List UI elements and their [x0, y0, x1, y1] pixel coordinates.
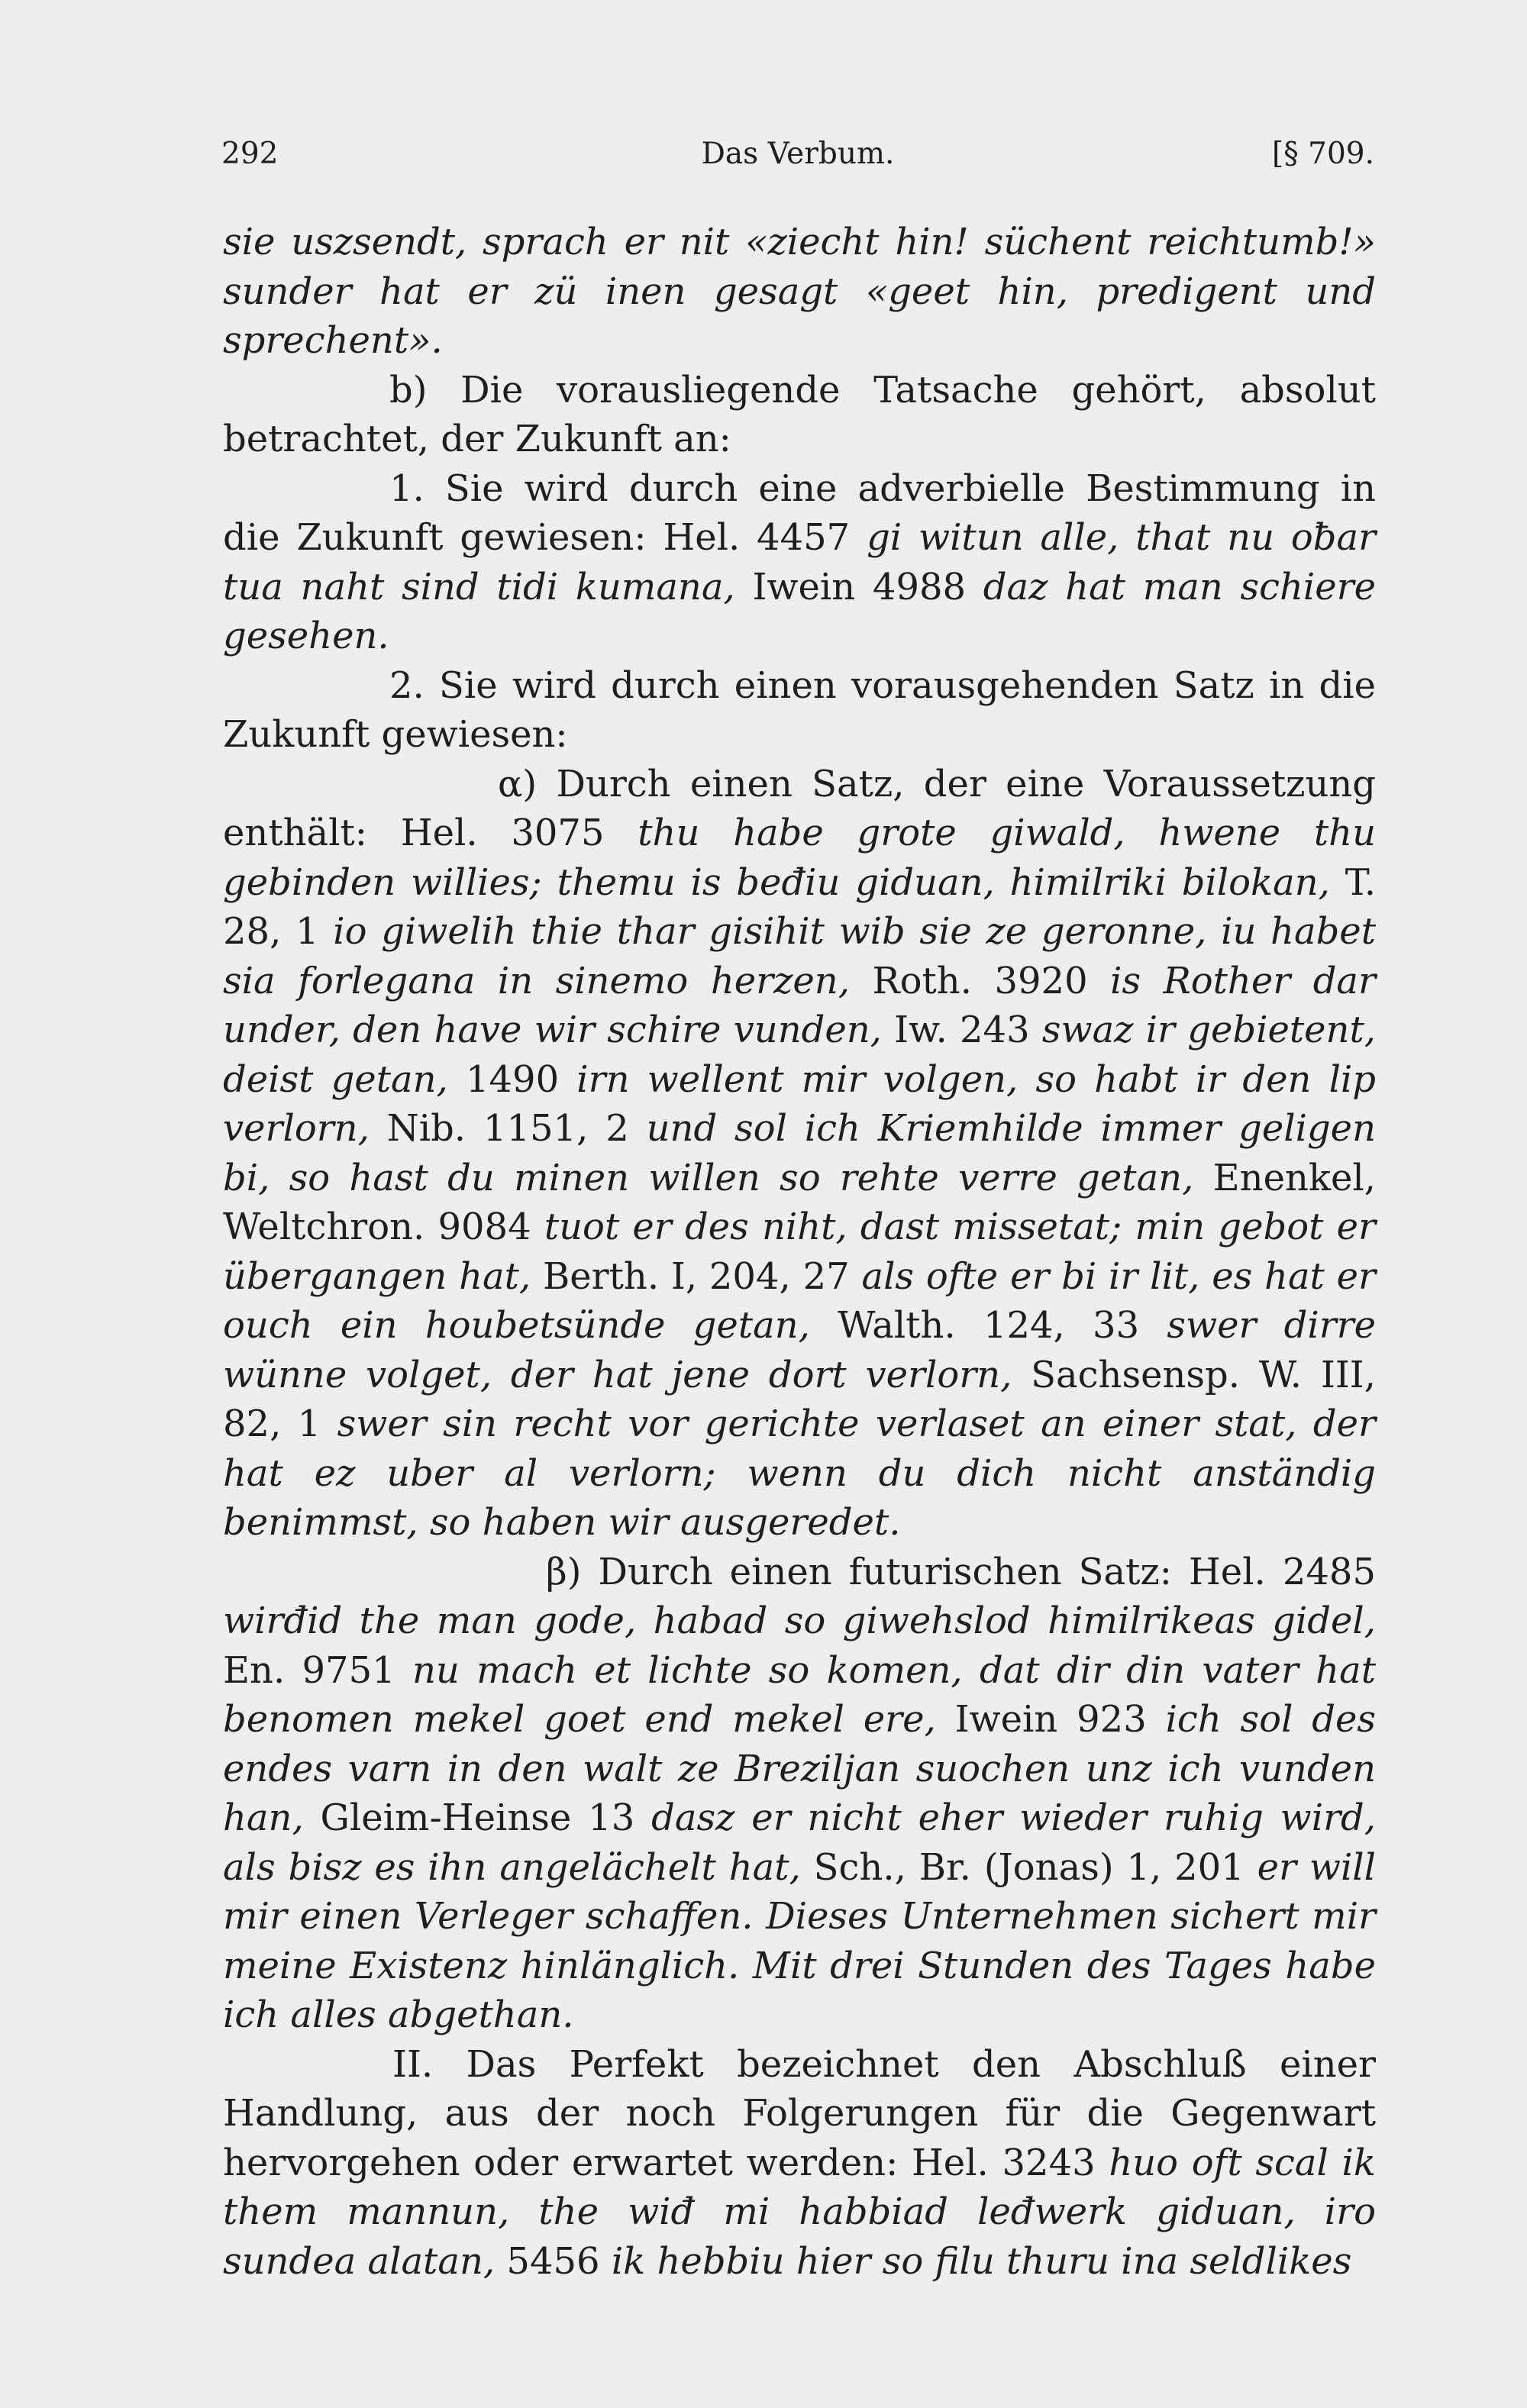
running-text: Berth. I, 204, 27 — [531, 1254, 862, 1298]
running-text: Iw. 243 — [881, 1009, 1042, 1051]
paragraph-p4 — [223, 760, 1376, 1548]
running-text: Iwein 4988 — [734, 565, 983, 608]
quotation-text: wirđid the man gode, habad so giwehslod himilrikeas gidel, — [223, 1599, 1376, 1642]
quotation-text: io giwelih thie thar gisihit wib sie ze geronne, iu habet sia forlegana in sinemo herzen, — [223, 910, 1377, 1002]
running-text: 2. Sie wird durch einen vorausgehenden Satz in die Zukunft gewiesen: — [223, 663, 1376, 756]
paragraph-p1 — [223, 366, 1376, 464]
running-text: α) Durch einen Satz, der eine Voraussetzung enthält: Hel. 3075 — [223, 762, 1376, 854]
quotation-text: irn wellent mir volgen, so habt ir den lip verlorn, — [223, 1057, 1377, 1150]
quotation-text: nu mach et lichte so komen, dat dir din vater hat benomen mekel goet end mekel ere, — [223, 1648, 1376, 1741]
running-text: Enenkel, Weltchron. 9084 — [223, 1156, 1376, 1248]
paragraph-p2 — [223, 464, 1376, 661]
running-header — [221, 131, 1374, 177]
running-text: Sachsensp. W. III, 82, 1 — [223, 1353, 1377, 1445]
running-text: β) Durch einen futurischen Satz: Hel. 2485 — [546, 1550, 1376, 1593]
quotation-text: is Rother dar under, den have wir schire vunden, — [223, 959, 1376, 1051]
quotation-text: swaz ir gebietent, deist getan, — [223, 1009, 1377, 1101]
quotation-text: tuot er des niht, dast missetat; min gebot er übergangen hat, — [223, 1206, 1377, 1298]
quotation-text: huo oft scal ik them mannun, the wiđ mi habbiad leđwerk giduan, iro sundea alatan, — [223, 2141, 1376, 2283]
quotation-text: und sol ich Kriemhilde immer geligen bi, so hast du minen willen so rehte verre getan, — [223, 1107, 1376, 1199]
running-text: Walth. 124, 33 — [809, 1304, 1167, 1347]
quotation-text: gi witun alle, that nu oƀar tua naht sind tidi kumana, — [223, 516, 1377, 608]
running-text: Sch., Br. (Jonas) 1, 201 — [800, 1845, 1257, 1889]
quotation-text: thu habe grote giwald, hwene thu gebinden willies; themu is beđiu giduan, himilriki bilokan, — [223, 812, 1376, 904]
running-text: Gleim-Heinse 13 — [303, 1796, 652, 1839]
body-text — [223, 218, 1376, 2286]
running-text: Nib. 1151, 2 — [369, 1107, 647, 1150]
quotation-text: dasz er nicht eher wieder ruhig wird, als bisz es ihn angelächelt hat, — [223, 1796, 1377, 1889]
paragraph-p0 — [223, 218, 1376, 366]
running-text: Iwein 923 — [935, 1698, 1166, 1741]
quotation-text: er will mir einen Verleger schaffen. Dieses Unternehmen sichert mir meine Existenz hinlänglich. Mit drei Stunden des Tages habe ich alles abgethan. — [223, 1845, 1376, 2036]
running-text: 1. Sie wird durch eine adverbielle Bestimmung in die Zukunft gewiesen: Hel. 4457 — [223, 466, 1376, 559]
paragraph-p6 — [223, 2040, 1376, 2287]
quotation-text: swer dirre wünne volget, der hat jene dort verlorn, — [223, 1304, 1377, 1396]
quotation-text: ik hebbiu hier so filu thuru ina seldlikes — [611, 2239, 1352, 2283]
running-text: 1490 — [447, 1057, 577, 1101]
running-text: 5456 — [495, 2239, 612, 2283]
quotation-text: swer sin recht vor gerichte verlaset an einer stat, der hat ez uber al verlorn; wenn du dich nicht anständig benimmst, so haben wir ausgeredet. — [223, 1403, 1377, 1544]
quotation-text: sie uszsendt, sprach er nit «ziecht hin! süchent reichtumb!» sunder hat er zü inen gesagt «geet hin, predigent und sprechent». — [223, 221, 1376, 362]
paragraph-p5 — [223, 1548, 1376, 2040]
running-text: b) Die vorausliegende Tatsache gehört, absolut betrachtet, der Zukunft an: — [223, 368, 1376, 460]
quotation-text: als ofte er bi ir lit, es hat er ouch ein houbetsünde getan, — [223, 1254, 1377, 1347]
running-text: Roth. 3920 — [849, 959, 1111, 1002]
running-text: II. Das Perfekt bezeichnet den Abschluß einer Handlung, aus der noch Folgerungen für die Gegenwart hervorgehen oder erwartet werden: Hel. 3243 — [223, 2042, 1376, 2184]
paragraph-p3 — [223, 661, 1376, 760]
running-text: En. 9751 — [223, 1648, 412, 1692]
running-title: Das Verbum. — [701, 137, 895, 171]
section-marker: [§ 709. — [1272, 137, 1374, 171]
page-number: 292 — [221, 137, 279, 171]
quotation-text: daz hat man schiere gesehen. — [223, 565, 1377, 657]
running-text: T. 28, 1 — [223, 860, 1376, 953]
quotation-text: ich sol des endes varn in den walt ze Breziljan suochen unz ich vunden han, — [223, 1698, 1377, 1839]
